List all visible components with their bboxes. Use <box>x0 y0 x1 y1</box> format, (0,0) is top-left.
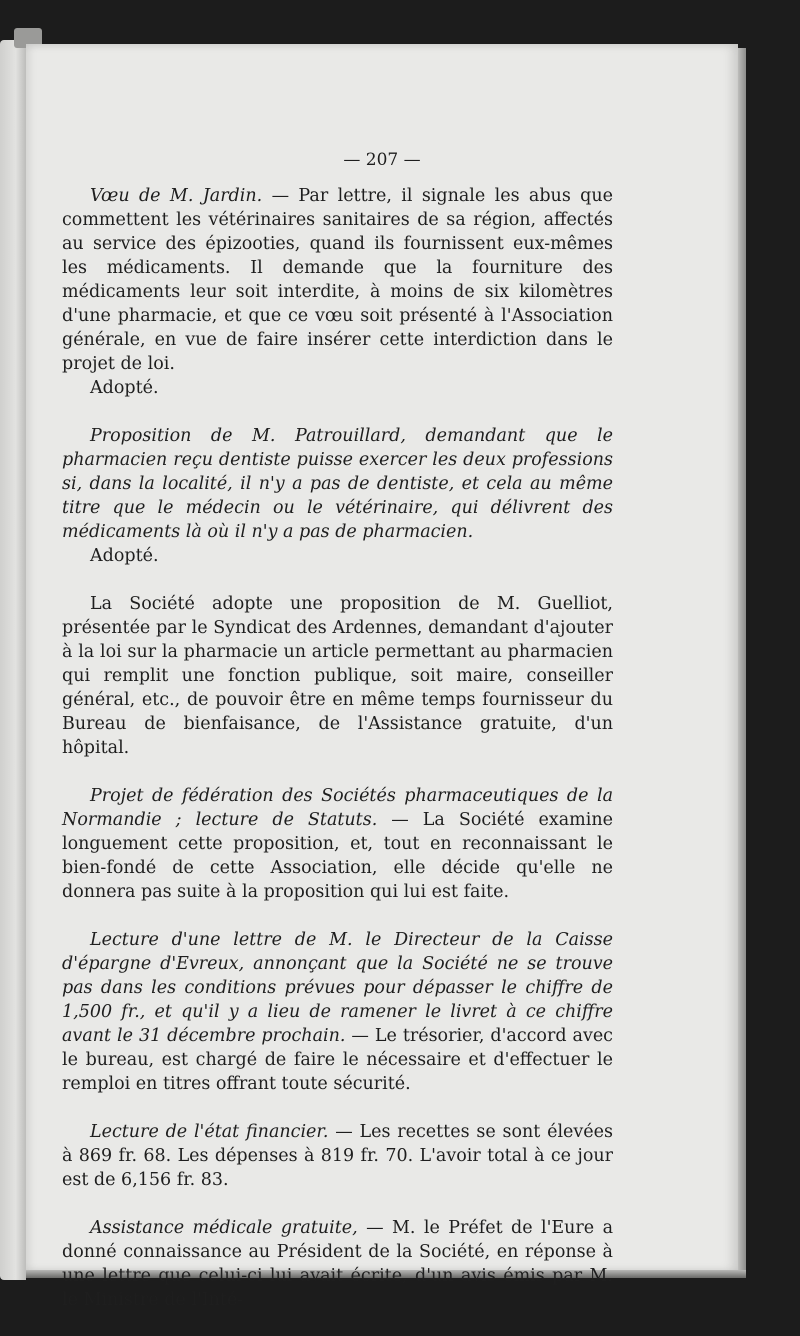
page-text <box>62 184 613 1336</box>
paragraph-title: Lecture d'une lettre de M. le Directeur de la Caisse d'épargne d'Evreux, annonçant que la Société ne se trouve pas dans les conditions prévues pour dépasser le chiffre de 1,500 fr., et qu'il y a lieu de ramener le livret à ce chiffre avant le 31 décembre prochain. <box>62 930 613 1046</box>
paragraph-body: La Société adopte une proposition de M. Guelliot, présentée par le Syndicat des Ardennes, demandant d'ajouter à la loi sur la pharmacie un article permettant au pharmacien qui remplit une fonction publique, soit maire, conseiller général, etc., de pouvoir être en même temps fournisseur du Bureau de bienfaisance, de l'Assistance gratuite, d'un hôpital. <box>62 594 613 758</box>
left-page-edge <box>0 40 26 1280</box>
paragraph-voeu-jardin <box>62 184 613 400</box>
paragraph-body: — M. le Préfet de l'Eure a donné connaissance au Président de la Société, en réponse à une lettre que celui-ci lui avait écrite, d'un avis émis par M. le Ministre de l'Inté- <box>62 1218 613 1310</box>
paragraph-body: — Le trésorier, d'accord avec le bureau, est chargé de faire le nécessaire et d'effectuer le remploi en titres offrant toute sécurité. <box>62 1026 613 1094</box>
paragraph-outcome: Adopté. <box>90 378 159 398</box>
paragraph-federation-normandie <box>62 784 613 904</box>
paragraph-proposition-patrouillard <box>62 424 613 568</box>
paragraph-title: Vœu de M. Jardin. <box>90 186 263 206</box>
paragraph-body: — Par lettre, il signale les abus que commettent les vétérinaires sanitaires de sa région, affectés au service des épizooties, quand ils fournissent eux-mêmes les médicaments. Il demande que la fourniture des médicaments leur soit interdite, à moins de six kilomètres d'une pharmacie, et que ce vœu soit présenté à l'Association générale, en vue de faire insérer cette interdiction dans le projet de loi. <box>62 186 614 374</box>
paragraph-title: Projet de fédération des Sociétés pharmaceutiques de la Normandie ; lecture de Statuts. <box>62 786 613 830</box>
paragraph-assistance-medicale <box>62 1216 613 1312</box>
paragraph-title: Assistance médicale gratuite, <box>90 1218 358 1238</box>
paragraph-title: Lecture de l'état financier. <box>90 1122 329 1142</box>
paragraph-body: — Les recettes se sont élevées à 869 fr. 68. Les dépenses à 819 fr. 70. L'avoir total à ce jour est de 6,156 fr. 83. <box>62 1122 613 1190</box>
page-number: — 207 — <box>343 150 421 170</box>
page-right-edge <box>738 48 746 1270</box>
paragraph-title: Proposition de M. Patrouillard, demandant que le pharmacien reçu dentiste puisse exercer les deux professions si, dans la localité, il n'y a pas de dentiste, et cela au même titre que le médecin ou le vétérinaire, qui délivrent des médicaments là où il n'y a pas de pharmacien. <box>62 426 613 542</box>
paragraph-etat-financier <box>62 1120 613 1192</box>
paragraph-body: — La Société examine longuement cette proposition, et, tout en reconnaissant le bien-fondé de cette Association, elle décide qu'elle ne donnera pas suite à la proposition qui lui est faite. <box>62 810 613 902</box>
paragraph-proposition-guelliot <box>62 592 613 760</box>
paragraph-outcome: Adopté. <box>90 546 159 566</box>
paragraph-caisse-epargne <box>62 928 613 1096</box>
